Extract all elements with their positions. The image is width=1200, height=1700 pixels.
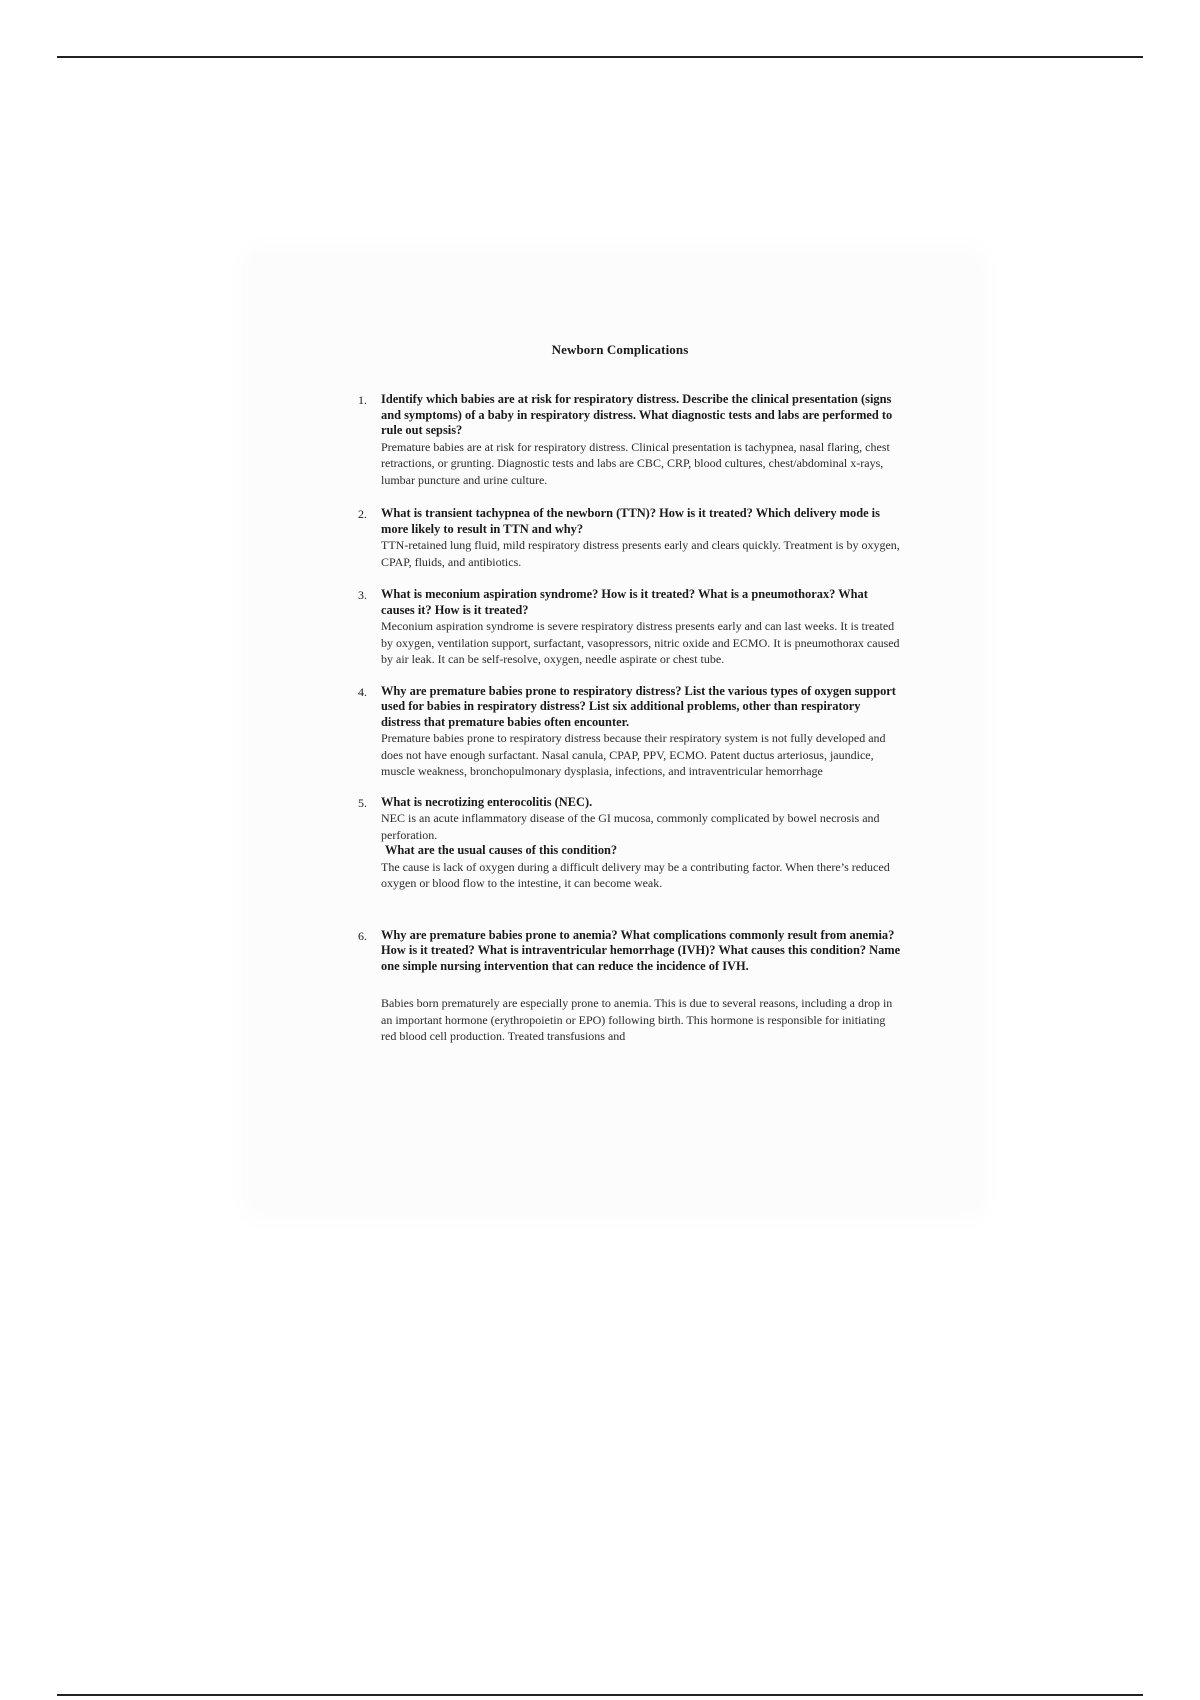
sub-answer-text: The cause is lack of oxygen during a difficult delivery may be a contributing factor. When there’s reduced oxygen or blood flow to the intestine, it can become weak.: [381, 859, 890, 890]
top-divider: [57, 56, 1143, 58]
question-number: 5.: [358, 795, 367, 810]
question-item: [358, 928, 903, 1045]
question-number: 6.: [358, 928, 367, 943]
answer-text: Meconium aspiration syndrome is severe respiratory distress presents early and can last weeks. It is treated by oxygen, ventilation support, surfactant, vasopressors, nitric oxide and ECMO. It is pneumothorax caused by air leak. It can be self-resolve, oxygen, needle aspirate or chest tube.: [381, 619, 900, 666]
question-item: [358, 587, 903, 668]
question-number: 4.: [358, 684, 367, 699]
question-text: Identify which babies are at risk for respiratory distress. Describe the clinical presentation (signs and symptoms) of a baby in respiratory distress. What diagnostic tests and labs are performed to rule out sepsis?: [381, 392, 893, 437]
sub-question-text: What are the usual causes of this condition?: [385, 843, 618, 857]
question-text: Why are premature babies prone to respiratory distress? List the various types of oxygen support used for babies in respiratory distress? List six additional problems, other than respiratory distress that premature babies often encounter.: [381, 683, 896, 729]
answer-text: NEC is an acute inflammatory disease of the GI mucosa, commonly complicated by bowel necrosis and perforation.: [381, 811, 880, 842]
answer-text: Premature babies are at risk for respiratory distress. Clinical presentation is tachypnea, nasal flaring, chest retractions, or grunting. Diagnostic tests and labs are CBC, CRP, blood cultures, chest/abdominal x-rays, lumbar puncture and urine culture.: [381, 439, 890, 487]
question-text: What is necrotizing enterocolitis (NEC).: [381, 794, 593, 809]
bottom-divider: [57, 1694, 1143, 1696]
question-list: [358, 392, 903, 1045]
question-text: What is meconium aspiration syndrome? How is it treated? What is a pneumothorax? What causes it? How is it treated?: [381, 587, 868, 617]
answer-text: Babies born prematurely are especially prone to anemia. This is due to several reasons, including a drop in an important hormone (erythropoietin or EPO) following birth. This hormone is responsible for initiating red blood cell production. Treated transfusions and: [381, 996, 893, 1043]
question-text: Why are premature babies prone to anemia? What complications commonly result from anemia? How is it treated? What is intraventricular hemorrhage (IVH)? What causes this condition? Name one simple nursing intervention that can reduce the incidence of IVH.: [381, 927, 901, 973]
question-number: 3.: [358, 588, 367, 602]
answer-text: TTN-retained lung fluid, mild respiratory distress presents early and clears quickly. Treatment is by oxygen, CPAP, fluids, and antibiotics.: [381, 538, 900, 569]
question-item: [358, 684, 903, 780]
question-item: [358, 506, 903, 570]
question-number: 1.: [358, 393, 367, 407]
question-item: [358, 795, 903, 892]
document-title: Newborn Complications: [551, 342, 689, 357]
question-number: 2.: [358, 507, 367, 521]
question-text: What is transient tachypnea of the newborn (TTN)? How is it treated? Which delivery mode is more likely to result in TTN and why?: [381, 506, 880, 536]
question-item: [358, 392, 903, 488]
answer-text: Premature babies prone to respiratory distress because their respiratory system is not fully developed and does not have enough surfactant. Nasal canula, CPAP, PPV, ECMO. Patent ductus arteriosus, jaundice, muscle weakness, bronchopulmonary dysplasia, infections, and intraventricular hemorrhage: [381, 731, 886, 778]
